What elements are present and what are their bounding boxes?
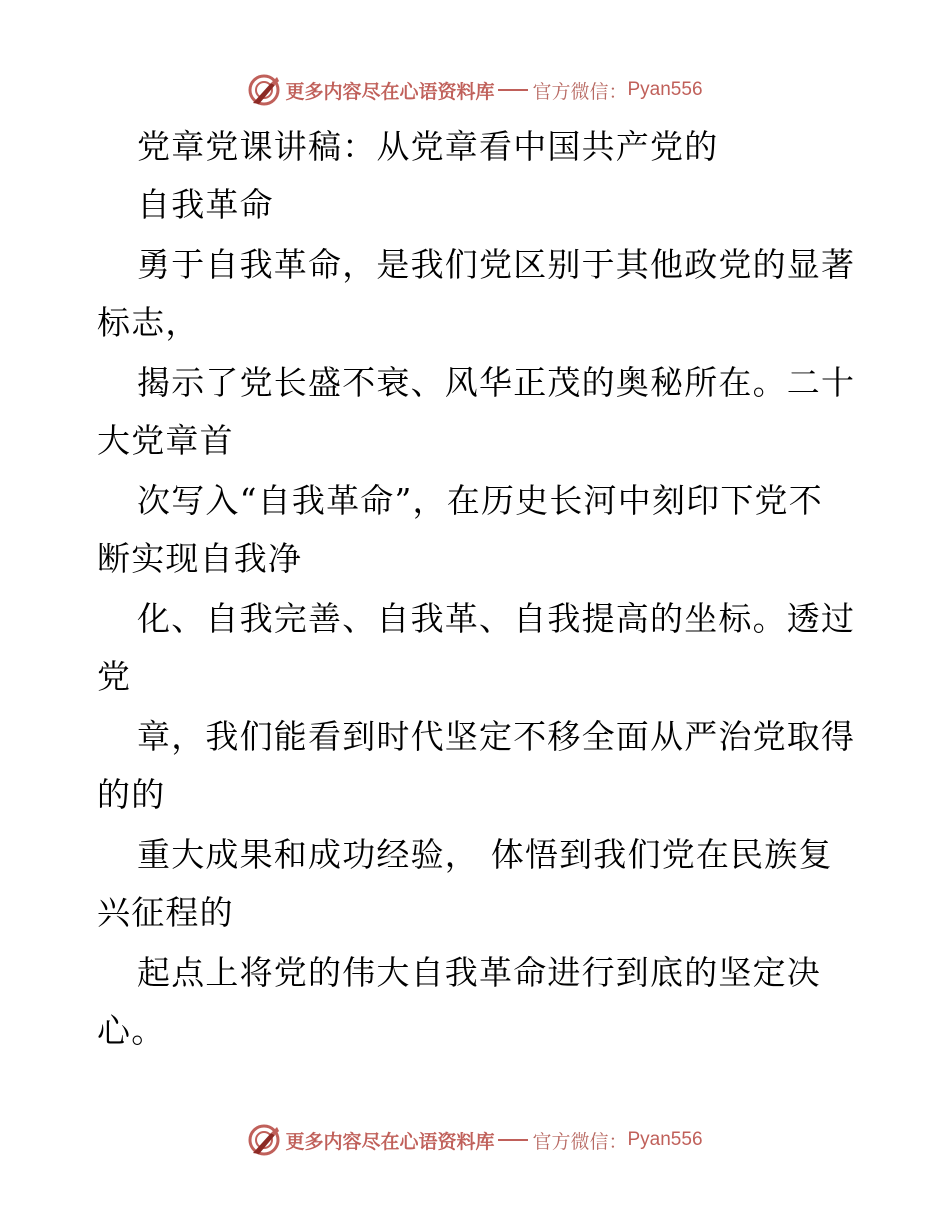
banner-text: 更多内容尽在心语资料库 — [285, 80, 495, 103]
text-line: 党 — [97, 657, 132, 696]
banner-wechat-label: 官方微信： — [532, 1130, 628, 1153]
title-line-2: 自我革命 — [137, 185, 274, 224]
text-line: 章，我们能看到时代坚定不移全面从严治党取得 — [137, 717, 856, 756]
pen-logo-icon — [247, 1123, 281, 1157]
banner-dash — [498, 1139, 528, 1141]
text-line: 的的 — [97, 775, 166, 814]
title-line-1: 党章党课讲稿：从党章看中国共产党的 — [137, 127, 719, 166]
banner-wechat-id: Pyan556 — [627, 1129, 703, 1150]
text-line: 勇于自我革命，是我们党区别于其他政党的显著 — [137, 245, 856, 284]
pen-logo-icon — [247, 73, 281, 107]
text-line: 心。 — [97, 1011, 166, 1050]
text-line: 重大成果和成功经验， 体悟到我们党在民族复 — [137, 835, 833, 874]
banner-wechat-id: Pyan556 — [627, 79, 703, 100]
text-line: 大党章首 — [97, 421, 234, 460]
text-line: 标志， — [97, 303, 200, 342]
text-line: 断实现自我净 — [97, 539, 303, 578]
text-line: 起点上将党的伟大自我革命进行到底的坚定决 — [137, 953, 821, 992]
banner-wechat-label: 官方微信： — [532, 80, 628, 103]
header-banner — [0, 70, 950, 110]
text-line: 揭示了党长盛不衰、风华正茂的奥秘所在。二十 — [137, 363, 856, 402]
banner-dash — [498, 89, 528, 91]
footer-banner — [0, 1120, 950, 1160]
text-line: 兴征程的 — [97, 893, 234, 932]
text-line: 次写入“自我革命”，在历史长河中刻印下党不 — [137, 481, 823, 520]
banner-text: 更多内容尽在心语资料库 — [285, 1130, 495, 1153]
text-line: 化、自我完善、自我革、自我提高的坐标。透过 — [137, 599, 856, 638]
